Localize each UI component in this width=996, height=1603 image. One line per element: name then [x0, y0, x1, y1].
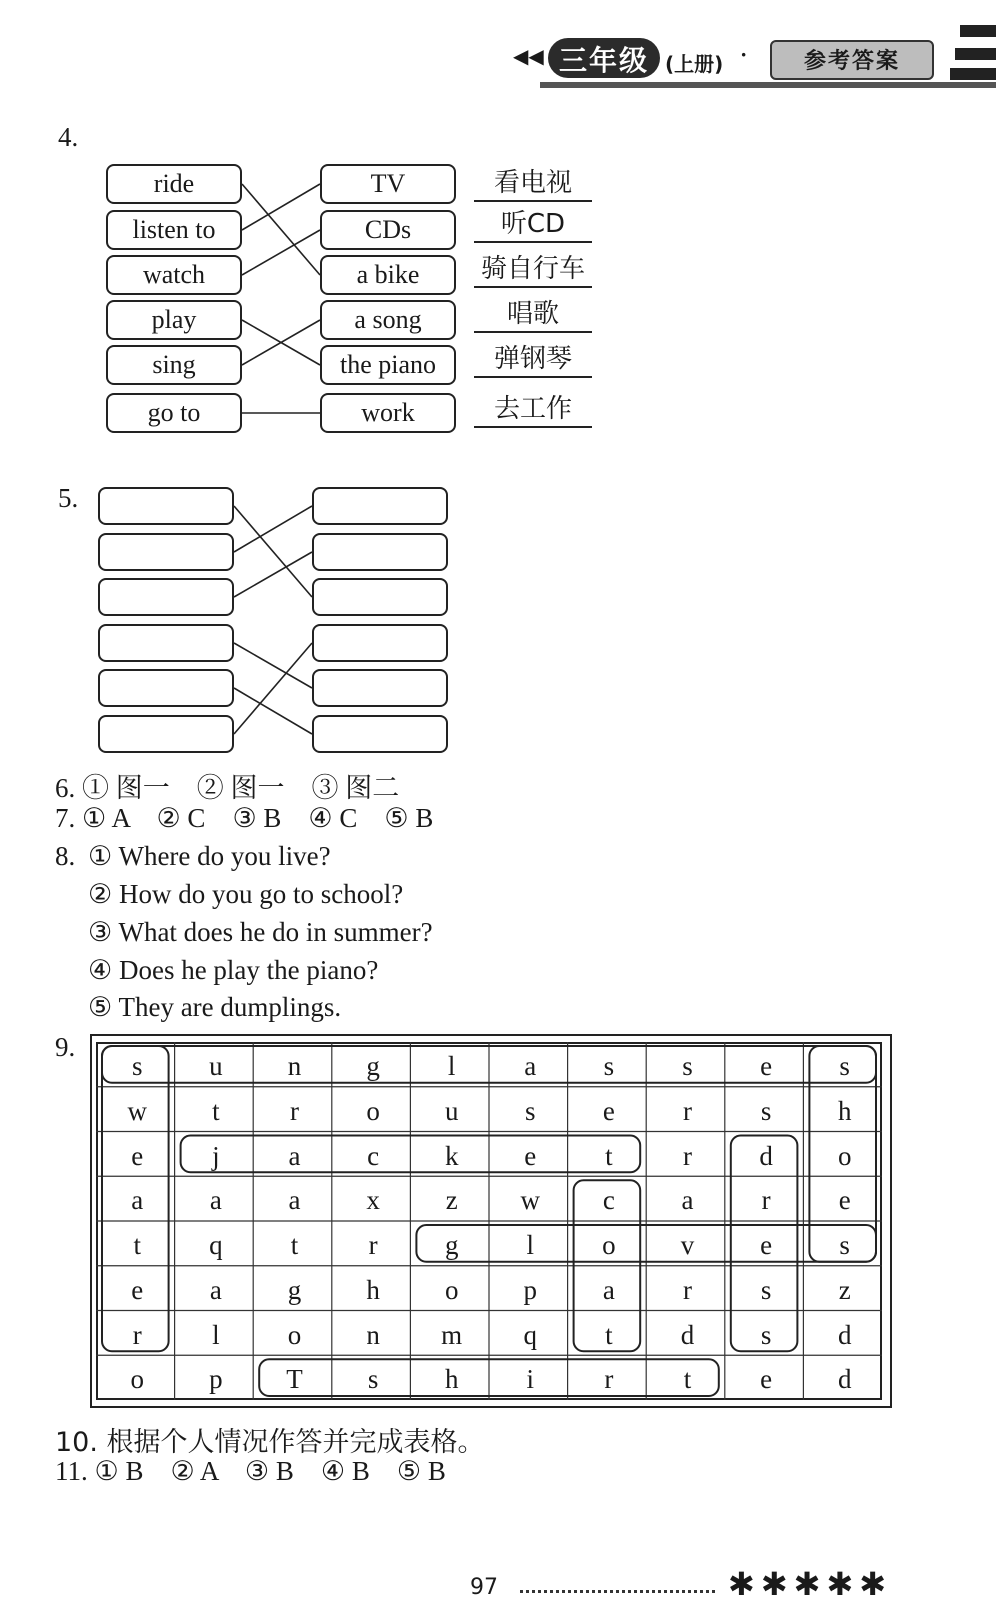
grid-cell: d	[759, 1140, 773, 1171]
grid-cell: t	[683, 1364, 692, 1395]
grid-cell: h	[444, 1364, 459, 1395]
grid-cell: g	[444, 1230, 459, 1260]
grid-cell: e	[602, 1095, 615, 1126]
grid-cell: z	[838, 1274, 851, 1305]
q4-left-word: watch	[106, 255, 242, 295]
q8-answer: ① Where do you live?	[88, 841, 331, 871]
grid-cell: s	[760, 1095, 772, 1126]
grid-cell: t	[212, 1095, 220, 1126]
grid-cell: s	[367, 1364, 379, 1395]
grid-cell: a	[131, 1185, 144, 1216]
grid-cell: s	[525, 1095, 536, 1126]
grid-cell: r	[132, 1319, 142, 1350]
grade-title: 三年级	[558, 44, 649, 77]
grid-cell: l	[447, 1051, 456, 1081]
grid-cell: o	[837, 1140, 852, 1171]
q4-chinese-answer: 骑自行车	[474, 252, 592, 288]
grid-cell: j	[212, 1140, 220, 1171]
answer-label: 参考答案	[803, 49, 900, 74]
page-number: 97	[470, 1575, 498, 1600]
q8-answer: ② How do you go to school?	[88, 879, 404, 909]
grid-cell: q	[209, 1230, 223, 1260]
grid-cell: T	[286, 1364, 303, 1395]
grid-cell: r	[604, 1364, 614, 1395]
grid-cell: z	[445, 1185, 458, 1216]
grid-cell: e	[838, 1185, 851, 1216]
grid-cell: n	[366, 1319, 380, 1350]
header-dot: ·	[740, 42, 748, 67]
grid-cell: t	[605, 1319, 613, 1350]
q4-chinese-answer: 看电视	[474, 166, 592, 202]
q8-answer: ⑤ They are dumplings.	[88, 992, 342, 1022]
grid-cell: a	[602, 1274, 615, 1305]
grid-cell: g	[366, 1051, 380, 1081]
grid-cell: r	[289, 1095, 299, 1126]
grid-cell: m	[441, 1319, 463, 1350]
q4-line-ride	[242, 184, 320, 275]
grid-cell: s	[839, 1230, 850, 1260]
q11-answers: 11. ① B ② A ③ B ④ B ⑤ B	[55, 1456, 446, 1486]
grid-cell: w	[127, 1095, 148, 1126]
q4-right-word: TV	[320, 164, 456, 204]
grid-cell: d	[680, 1319, 695, 1350]
q4-chinese-answer: 唱歌	[474, 297, 592, 333]
footer-dotted-rule	[520, 1590, 715, 1593]
double-left-arrow-icon: ◀◀	[513, 44, 544, 68]
grid-cell: d	[837, 1319, 852, 1350]
q7-answers: 7. ① A ② C ③ B ④ C ⑤ B	[55, 803, 434, 833]
q4-left-word: listen to	[106, 210, 242, 250]
q4-left-word: go to	[106, 393, 242, 433]
q4-left-word: sing	[106, 345, 242, 385]
grid-cell: r	[682, 1140, 692, 1171]
grid-cell: s	[839, 1051, 850, 1081]
grid-cell: t	[605, 1140, 613, 1171]
q5-line-1	[234, 506, 312, 597]
q4-right-word: a song	[320, 300, 456, 340]
grid-cell: l	[212, 1319, 220, 1350]
grid-cell: r	[761, 1185, 771, 1216]
grid-cell: a	[524, 1051, 537, 1081]
grid-cell: g	[287, 1274, 302, 1305]
grid-cell: s	[682, 1051, 693, 1081]
grid-cell: h	[837, 1095, 852, 1126]
grid-cell: e	[524, 1140, 537, 1171]
grid-cell: s	[132, 1051, 143, 1081]
q4-right-word: a bike	[320, 255, 456, 295]
q6-answers: 6. ① 图一 ② 图一 ③ 图二	[55, 773, 400, 803]
q4-left-word: ride	[106, 164, 242, 204]
q8-answer: ④ Does he play the piano?	[88, 955, 379, 985]
grid-cell: e	[131, 1140, 144, 1171]
q4-right-word: the piano	[320, 345, 456, 385]
q5-line-3	[234, 552, 312, 597]
grid-cell: k	[444, 1140, 459, 1171]
q5-line-5	[234, 688, 312, 734]
q4-line-watch	[242, 230, 320, 275]
grid-cell: i	[526, 1364, 535, 1395]
grid-cell: s	[760, 1319, 772, 1350]
q4-chinese-answer: 去工作	[474, 392, 592, 428]
grid-cell: n	[287, 1051, 302, 1081]
grid-cell: s	[760, 1274, 772, 1305]
q8-number: 8.	[55, 841, 76, 871]
grid-cell: a	[288, 1140, 301, 1171]
q4-number: 4.	[58, 122, 79, 152]
grid-cell: l	[526, 1230, 535, 1260]
grid-cell: r	[682, 1274, 692, 1305]
grid-cell: h	[366, 1274, 380, 1305]
q4-chinese-answer: 弹钢琴	[474, 342, 592, 378]
grid-cell: u	[209, 1051, 223, 1081]
grid-cell: a	[288, 1185, 301, 1216]
grid-cell: w	[520, 1185, 541, 1216]
grid-cell: a	[681, 1185, 694, 1216]
grid-cell: e	[131, 1274, 144, 1305]
grid-cell: c	[367, 1140, 380, 1171]
grid-cell: o	[602, 1230, 616, 1260]
q4-right-word: work	[320, 393, 456, 433]
q10-answer: 10. 根据个人情况作答并完成表格。	[55, 1427, 485, 1458]
grid-cell: o	[444, 1274, 459, 1305]
grid-cell: c	[602, 1185, 615, 1216]
q5-line-6	[234, 643, 312, 734]
grid-cell: o	[366, 1095, 380, 1126]
grid-cell: u	[444, 1095, 459, 1126]
grid-cell: e	[760, 1230, 773, 1260]
grid-cell: r	[368, 1230, 378, 1260]
grid-cell: o	[287, 1319, 302, 1350]
q5-line-4	[234, 643, 312, 688]
grid-cell: p	[209, 1364, 223, 1395]
grid-cell: d	[837, 1364, 852, 1395]
grid-cell: r	[682, 1095, 692, 1126]
grid-cell: a	[209, 1274, 222, 1305]
grid-cell: p	[523, 1274, 538, 1305]
q4-left-word: play	[106, 300, 242, 340]
grid-cell: e	[760, 1364, 773, 1395]
footer-stars-decoration: ✱✱✱✱✱	[728, 1566, 893, 1602]
grid-cell: s	[603, 1051, 615, 1081]
q5-line-2	[234, 506, 312, 552]
q5-number: 5.	[58, 483, 79, 513]
q4-line-listen	[242, 184, 320, 230]
grid-cell: t	[290, 1230, 299, 1260]
q4-right-word: CDs	[320, 210, 456, 250]
q8-answer: ③ What does he do in summer?	[88, 917, 433, 947]
grid-cell: t	[133, 1230, 142, 1260]
grid-cell: q	[523, 1319, 538, 1350]
q4-chinese-answer: 听CD	[474, 207, 592, 243]
grid-cell: a	[209, 1185, 222, 1216]
grid-cell: o	[130, 1364, 145, 1395]
grid-cell: e	[760, 1051, 773, 1081]
q9-number: 9.	[55, 1032, 76, 1062]
grid-outer-frame	[90, 1034, 892, 1408]
volume-label: (上册)	[665, 52, 724, 76]
grid-cell: x	[366, 1185, 380, 1216]
grid-cell: v	[680, 1230, 695, 1260]
